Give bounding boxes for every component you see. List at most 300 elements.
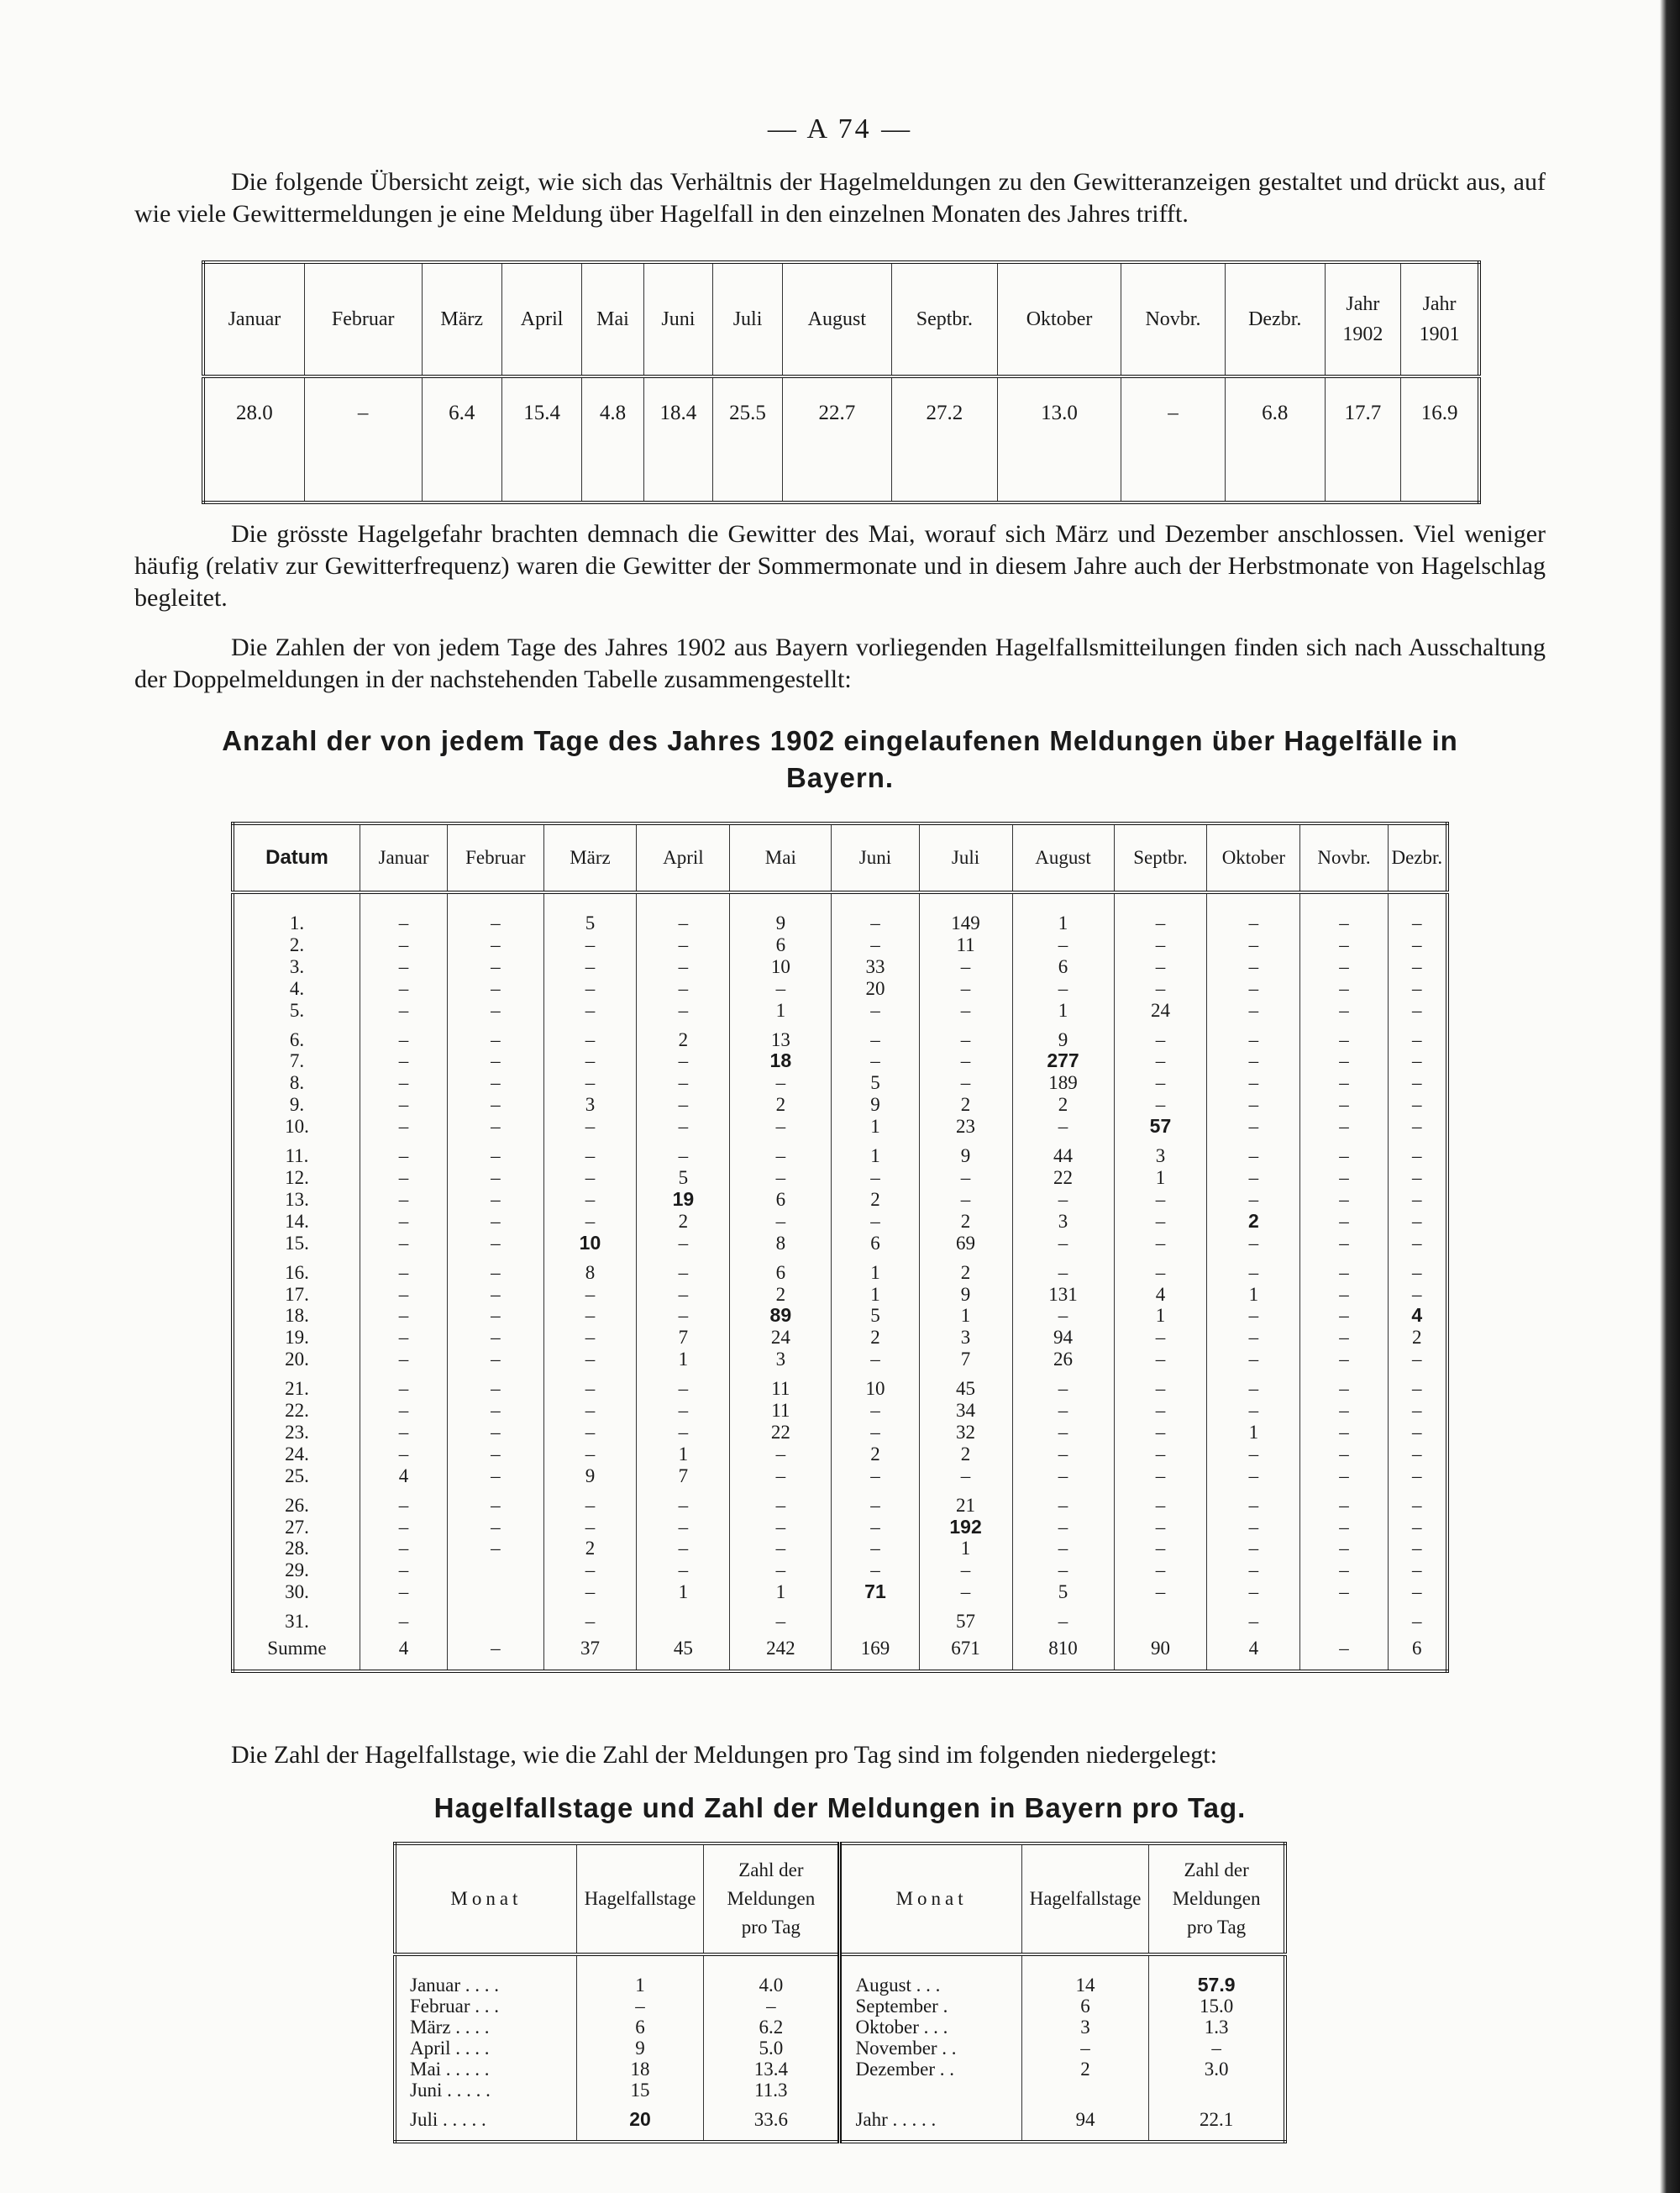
- count-cell: –: [1300, 1349, 1388, 1370]
- count-cell: 1: [832, 1284, 919, 1306]
- date-cell: 11.: [285, 1145, 309, 1167]
- date-cell: 1.: [289, 912, 305, 933]
- count-cell: 2: [1207, 1211, 1300, 1233]
- ratio-header-cell: Juni: [643, 262, 713, 376]
- ratio-value-cell: 13.0: [998, 376, 1121, 502]
- count-cell: –: [1114, 1444, 1207, 1465]
- count-cell: –: [1300, 1305, 1388, 1327]
- count-cell: –: [832, 1559, 919, 1581]
- count-cell: –: [543, 1422, 637, 1444]
- count-cell: 4: [1114, 1284, 1207, 1306]
- days-header-cell: Zahl der Meldungen pro Tag: [704, 1843, 840, 1954]
- count-cell: 6: [832, 1233, 919, 1254]
- count-cell: –: [637, 1138, 730, 1167]
- date-cell: 2.: [289, 933, 305, 955]
- count-cell: –: [1207, 934, 1300, 956]
- count-cell: 44: [1012, 1138, 1114, 1167]
- month-cell: Juni . . . . .: [410, 2080, 491, 2101]
- month-cell: Januar . . . .: [410, 1975, 500, 1996]
- count-cell: 9: [919, 1284, 1012, 1306]
- count-cell: –: [1388, 1233, 1447, 1254]
- count-cell: –: [1388, 892, 1447, 934]
- ratio-value-cell: 27.2: [891, 376, 997, 502]
- daily-table-title: Anzahl der von jedem Tage des Jahres 1902 eingelaufenen Meldungen über Hagelfälle in Bayern.: [222, 725, 1458, 793]
- count-cell: –: [360, 1581, 447, 1603]
- count-cell: –: [448, 1444, 543, 1465]
- count-cell: –: [360, 1517, 447, 1538]
- count-cell: –: [730, 1517, 832, 1538]
- count-cell: –: [448, 1422, 543, 1444]
- count-cell: 11: [730, 1400, 832, 1422]
- daily-row: [233, 1517, 1447, 1538]
- count-cell: –: [448, 1189, 543, 1211]
- ratio-value-cell: 28.0: [236, 402, 273, 424]
- count-cell: –: [448, 1370, 543, 1400]
- count-cell: –: [1207, 1233, 1300, 1254]
- count-cell: –: [360, 1284, 447, 1306]
- month-cell: August . . .: [840, 1954, 1021, 1996]
- count-cell: –: [1114, 1327, 1207, 1349]
- count-cell: –: [1114, 1211, 1207, 1233]
- daily-row: [233, 956, 1447, 978]
- count-cell: –: [832, 1349, 919, 1370]
- daily-row: [233, 1305, 1447, 1327]
- count-cell: –: [1388, 1538, 1447, 1559]
- count-cell: –: [360, 1211, 447, 1233]
- count-cell: –: [360, 978, 447, 1000]
- count-cell: –: [832, 934, 919, 956]
- daily-header-cell: April: [637, 823, 730, 892]
- count-cell: –: [448, 1487, 543, 1517]
- count-cell: –: [1388, 1167, 1447, 1189]
- count-cell: –: [637, 956, 730, 978]
- count-cell: –: [1114, 934, 1207, 956]
- count-cell: –: [448, 1116, 543, 1138]
- daily-header-cell: Septbr.: [1114, 823, 1207, 892]
- ratio-header-cell: Septbr.: [891, 262, 997, 376]
- count-cell: 149: [919, 892, 1012, 934]
- count-cell: –: [1114, 1559, 1207, 1581]
- count-cell: 2: [637, 1022, 730, 1051]
- count-cell: –: [543, 1487, 637, 1517]
- days-row: [395, 1954, 1285, 1996]
- days-header-cell: Hagelfallstage: [576, 1843, 703, 1954]
- count-cell: 57: [1114, 1116, 1207, 1138]
- count-cell: –: [448, 1022, 543, 1051]
- count-cell: –: [360, 1422, 447, 1444]
- count-cell: –: [1207, 956, 1300, 978]
- date-cell: 3.: [289, 955, 305, 977]
- ratio-header-cell: Jahr 1902: [1325, 262, 1401, 376]
- date-cell: 18.: [285, 1305, 309, 1327]
- count-cell: 11: [730, 1370, 832, 1400]
- ratio-value-cell: 16.9: [1401, 376, 1479, 502]
- page-number: — A 74 —: [767, 113, 913, 145]
- count-cell: –: [730, 1167, 832, 1189]
- count-cell: –: [448, 934, 543, 956]
- daily-row: [233, 1211, 1447, 1233]
- count-cell: 9: [543, 1465, 637, 1487]
- value-cell: 15: [576, 2080, 703, 2101]
- hail-days-paragraph: Die Zahl der Hagelfallstage, wie die Zahl der Meldungen pro Tag sind im folgenden niedergelegt:: [231, 1741, 1217, 1769]
- count-cell: 18: [730, 1050, 832, 1072]
- value-cell: [1149, 2080, 1285, 2101]
- daily-row: [233, 1370, 1447, 1400]
- count-cell: 32: [919, 1422, 1012, 1444]
- value-cell: 11.3: [704, 2080, 840, 2101]
- count-cell: –: [730, 1465, 832, 1487]
- date-cell: 29.: [285, 1559, 309, 1581]
- count-cell: –: [637, 1517, 730, 1538]
- count-cell: –: [543, 1559, 637, 1581]
- value-cell: 3.0: [1149, 2059, 1285, 2080]
- count-cell: 26: [1012, 1349, 1114, 1370]
- count-cell: –: [919, 1581, 1012, 1603]
- count-cell: –: [543, 1400, 637, 1422]
- count-cell: –: [1114, 1349, 1207, 1370]
- days-row: [395, 2059, 1285, 2080]
- count-cell: 19: [637, 1189, 730, 1211]
- daily-header-cell: Novbr.: [1300, 823, 1388, 892]
- count-cell: 7: [637, 1465, 730, 1487]
- count-cell: 24: [1114, 1000, 1207, 1022]
- count-cell: 2: [832, 1444, 919, 1465]
- count-cell: –: [1388, 1138, 1447, 1167]
- count-cell: 2: [919, 1254, 1012, 1284]
- ratio-header-cell: Juli: [713, 262, 783, 376]
- sum-cell: 169: [832, 1633, 919, 1671]
- daily-reports-table: [231, 822, 1449, 1673]
- count-cell: –: [1207, 1189, 1300, 1211]
- days-table-title: Hagelfallstage und Zahl der Meldungen in Bayern pro Tag.: [433, 1792, 1247, 1823]
- count-cell: –: [360, 1254, 447, 1284]
- count-cell: –: [1012, 1517, 1114, 1538]
- daily-row: [233, 1422, 1447, 1444]
- date-cell: 31.: [285, 1611, 309, 1633]
- count-cell: –: [730, 1603, 832, 1633]
- count-cell: –: [1388, 1581, 1447, 1603]
- count-cell: –: [1114, 1487, 1207, 1517]
- value-cell: –: [704, 1996, 840, 2017]
- ratio-header-cell: Jahr 1901: [1401, 262, 1479, 376]
- count-cell: –: [360, 1094, 447, 1116]
- ratio-value-cell: 25.5: [713, 376, 783, 502]
- count-cell: 2: [543, 1538, 637, 1559]
- count-cell: –: [1207, 1254, 1300, 1284]
- count-cell: –: [1012, 1603, 1114, 1633]
- count-cell: –: [1012, 1116, 1114, 1138]
- count-cell: –: [1300, 1538, 1388, 1559]
- date-cell: 15.: [285, 1232, 309, 1254]
- count-cell: 2: [730, 1284, 832, 1306]
- date-cell: 5.: [289, 999, 305, 1021]
- count-cell: –: [637, 1000, 730, 1022]
- count-cell: –: [360, 1538, 447, 1559]
- count-cell: –: [730, 1538, 832, 1559]
- count-cell: –: [919, 1072, 1012, 1094]
- count-cell: 69: [919, 1233, 1012, 1254]
- count-cell: 9: [919, 1138, 1012, 1167]
- count-cell: –: [360, 1444, 447, 1465]
- ratio-header-cell: Januar: [203, 262, 304, 376]
- value-cell: 13.4: [704, 2059, 840, 2080]
- value-cell: 4.0: [704, 1954, 840, 1996]
- daily-row: [233, 1284, 1447, 1306]
- count-cell: 1: [637, 1444, 730, 1465]
- count-cell: –: [1300, 1487, 1388, 1517]
- daily-row: [233, 1444, 1447, 1465]
- ratio-value-cell: 22.7: [782, 376, 891, 502]
- count-cell: 3: [730, 1349, 832, 1370]
- count-cell: –: [1207, 1370, 1300, 1400]
- days-header-cell: Monat: [395, 1843, 576, 1954]
- count-cell: 2: [832, 1189, 919, 1211]
- days-row: [395, 2080, 1285, 2101]
- value-cell: 6: [576, 2017, 703, 2038]
- count-cell: –: [360, 892, 447, 934]
- count-cell: –: [832, 1517, 919, 1538]
- count-cell: –: [360, 1603, 447, 1633]
- count-cell: [1300, 1603, 1388, 1633]
- days-header-cell: Zahl der Meldungen pro Tag: [1149, 1843, 1285, 1954]
- count-cell: 7: [637, 1327, 730, 1349]
- count-cell: 189: [1012, 1072, 1114, 1094]
- count-cell: –: [637, 1305, 730, 1327]
- count-cell: –: [543, 956, 637, 978]
- count-cell: –: [543, 1370, 637, 1400]
- count-cell: –: [448, 1000, 543, 1022]
- count-cell: –: [448, 1233, 543, 1254]
- count-cell: –: [1207, 1327, 1300, 1349]
- count-cell: –: [448, 1138, 543, 1167]
- count-cell: –: [1300, 1559, 1388, 1581]
- count-cell: –: [637, 1538, 730, 1559]
- daily-row: [233, 1072, 1447, 1094]
- count-cell: –: [1114, 1233, 1207, 1254]
- count-cell: 45: [919, 1370, 1012, 1400]
- count-cell: –: [1012, 1400, 1114, 1422]
- daily-row: [233, 1581, 1447, 1603]
- count-cell: –: [1300, 1022, 1388, 1051]
- sum-cell: 242: [730, 1633, 832, 1671]
- count-cell: –: [1207, 1517, 1300, 1538]
- date-cell: 21.: [285, 1378, 309, 1400]
- date-cell: 27.: [285, 1516, 309, 1538]
- count-cell: –: [1207, 1559, 1300, 1581]
- count-cell: 1: [919, 1305, 1012, 1327]
- count-cell: 11: [919, 934, 1012, 956]
- count-cell: 6: [730, 1254, 832, 1284]
- count-cell: 7: [919, 1349, 1012, 1370]
- count-cell: 1: [832, 1116, 919, 1138]
- days-row: [395, 2038, 1285, 2059]
- daily-header-cell: Mai: [730, 823, 832, 892]
- count-cell: –: [919, 1050, 1012, 1072]
- count-cell: –: [1300, 1094, 1388, 1116]
- count-cell: –: [448, 1050, 543, 1072]
- count-cell: –: [360, 1116, 447, 1138]
- count-cell: –: [1114, 1581, 1207, 1603]
- count-cell: –: [1207, 1022, 1300, 1051]
- count-cell: –: [448, 978, 543, 1000]
- daily-row: [233, 1116, 1447, 1138]
- daily-row: [233, 978, 1447, 1000]
- count-cell: –: [360, 1233, 447, 1254]
- ratio-header-cell: August: [782, 262, 891, 376]
- count-cell: –: [832, 1022, 919, 1051]
- count-cell: –: [919, 1022, 1012, 1051]
- count-cell: 89: [730, 1305, 832, 1327]
- count-cell: –: [1207, 1465, 1300, 1487]
- daily-row: [233, 1233, 1447, 1254]
- count-cell: 94: [1012, 1327, 1114, 1349]
- value-cell: 14: [1021, 1954, 1148, 1996]
- ratio-table: [202, 260, 1481, 504]
- count-cell: –: [1300, 1167, 1388, 1189]
- count-cell: –: [1388, 1400, 1447, 1422]
- count-cell: –: [637, 934, 730, 956]
- date-cell: 23.: [285, 1421, 309, 1443]
- count-cell: –: [543, 1211, 637, 1233]
- count-cell: –: [543, 1116, 637, 1138]
- count-cell: –: [360, 1022, 447, 1051]
- days-row: [395, 1996, 1285, 2017]
- hail-days-table: [393, 1842, 1287, 2143]
- value-cell: [1021, 2080, 1148, 2101]
- count-cell: 9: [1012, 1022, 1114, 1051]
- ratio-value-cell: 15.4: [501, 376, 581, 502]
- count-cell: –: [448, 1094, 543, 1116]
- count-cell: 1: [637, 1349, 730, 1370]
- count-cell: –: [1300, 1422, 1388, 1444]
- daily-row: [233, 892, 1447, 934]
- month-cell: Oktober . . .: [840, 2017, 1021, 2038]
- count-cell: –: [637, 1559, 730, 1581]
- count-cell: –: [1300, 1050, 1388, 1072]
- daily-row: [233, 1327, 1447, 1349]
- count-cell: –: [543, 1072, 637, 1094]
- month-cell: [840, 2080, 1021, 2101]
- date-cell: 8.: [289, 1072, 305, 1094]
- count-cell: –: [448, 956, 543, 978]
- count-cell: –: [1114, 1094, 1207, 1116]
- count-cell: –: [448, 1327, 543, 1349]
- count-cell: –: [1012, 978, 1114, 1000]
- count-cell: –: [1300, 1370, 1388, 1400]
- count-cell: 1: [730, 1000, 832, 1022]
- count-cell: –: [360, 1487, 447, 1517]
- sum-cell: 671: [919, 1633, 1012, 1671]
- ratio-header-cell: Mai: [582, 262, 643, 376]
- count-cell: –: [360, 1559, 447, 1581]
- ratio-value-cell: 6.4: [422, 376, 501, 502]
- count-cell: –: [543, 1305, 637, 1327]
- count-cell: –: [1114, 956, 1207, 978]
- sum-row: [233, 1633, 1447, 1671]
- count-cell: –: [1388, 1603, 1447, 1633]
- count-cell: –: [832, 1400, 919, 1422]
- count-cell: 1: [637, 1581, 730, 1603]
- count-cell: 3: [919, 1327, 1012, 1349]
- daily-header-cell: August: [1012, 823, 1114, 892]
- count-cell: –: [832, 1000, 919, 1022]
- count-cell: –: [1207, 978, 1300, 1000]
- count-cell: –: [1207, 1000, 1300, 1022]
- daily-header-cell: Datum: [233, 823, 360, 892]
- count-cell: –: [1300, 1000, 1388, 1022]
- count-cell: –: [1388, 1022, 1447, 1051]
- month-cell: März . . . .: [410, 2017, 490, 2038]
- count-cell: 1: [832, 1138, 919, 1167]
- count-cell: –: [543, 1167, 637, 1189]
- count-cell: 5: [1012, 1581, 1114, 1603]
- count-cell: –: [1300, 1254, 1388, 1284]
- count-cell: –: [448, 1400, 543, 1422]
- count-cell: –: [1012, 1254, 1114, 1284]
- count-cell: [832, 1603, 919, 1633]
- count-cell: [448, 1559, 543, 1581]
- date-cell: 30.: [285, 1581, 309, 1603]
- count-cell: –: [1388, 1422, 1447, 1444]
- date-cell: 22.: [285, 1400, 309, 1422]
- count-cell: –: [1207, 1305, 1300, 1327]
- count-cell: –: [1300, 956, 1388, 978]
- count-cell: –: [1300, 1284, 1388, 1306]
- value-cell: 20: [576, 2101, 703, 2142]
- count-cell: –: [1012, 1422, 1114, 1444]
- value-cell: 1: [576, 1954, 703, 1996]
- daily-header-cell: Februar: [448, 823, 543, 892]
- count-cell: –: [1012, 1487, 1114, 1517]
- count-cell: 4: [360, 1465, 447, 1487]
- count-cell: –: [1388, 1000, 1447, 1022]
- month-cell: Juli . . . . .: [410, 2109, 486, 2130]
- count-cell: –: [919, 1465, 1012, 1487]
- count-cell: –: [637, 892, 730, 934]
- count-cell: –: [1300, 1233, 1388, 1254]
- daily-row: [233, 1189, 1447, 1211]
- value-cell: 33.6: [704, 2101, 840, 2142]
- count-cell: –: [832, 892, 919, 934]
- count-cell: 22: [1012, 1167, 1114, 1189]
- count-cell: –: [730, 1138, 832, 1167]
- sum-cell: 90: [1114, 1633, 1207, 1671]
- count-cell: –: [1012, 1189, 1114, 1211]
- count-cell: 8: [730, 1233, 832, 1254]
- hail-danger-paragraph: Die grösste Hagelgefahr brachten demnach die Gewitter des Mai, worauf sich März und Dezember anschlossen. Viel weniger häufig (relativ zur Gewitterfrequenz) waren die Gewitter der Sommermonate und in diesem Jahre auch der Herbstmonate von Hagelschlag begleitet.: [134, 520, 1546, 612]
- count-cell: 6: [730, 1189, 832, 1211]
- count-cell: 2: [730, 1094, 832, 1116]
- count-cell: –: [543, 1444, 637, 1465]
- count-cell: –: [637, 1254, 730, 1284]
- count-cell: –: [543, 1284, 637, 1306]
- count-cell: –: [543, 1050, 637, 1072]
- month-cell: April . . . .: [410, 2038, 490, 2059]
- count-cell: 33: [832, 956, 919, 978]
- days-header-cell: Hagelfallstage: [1021, 1843, 1148, 1954]
- count-cell: –: [360, 1400, 447, 1422]
- count-cell: –: [1388, 1189, 1447, 1211]
- count-cell: –: [1300, 1211, 1388, 1233]
- count-cell: 13: [730, 1022, 832, 1051]
- count-cell: –: [1300, 1189, 1388, 1211]
- count-cell: –: [1388, 934, 1447, 956]
- count-cell: –: [1300, 1327, 1388, 1349]
- count-cell: 9: [832, 1094, 919, 1116]
- count-cell: –: [448, 1538, 543, 1559]
- count-cell: 9: [730, 892, 832, 934]
- count-cell: –: [1207, 1167, 1300, 1189]
